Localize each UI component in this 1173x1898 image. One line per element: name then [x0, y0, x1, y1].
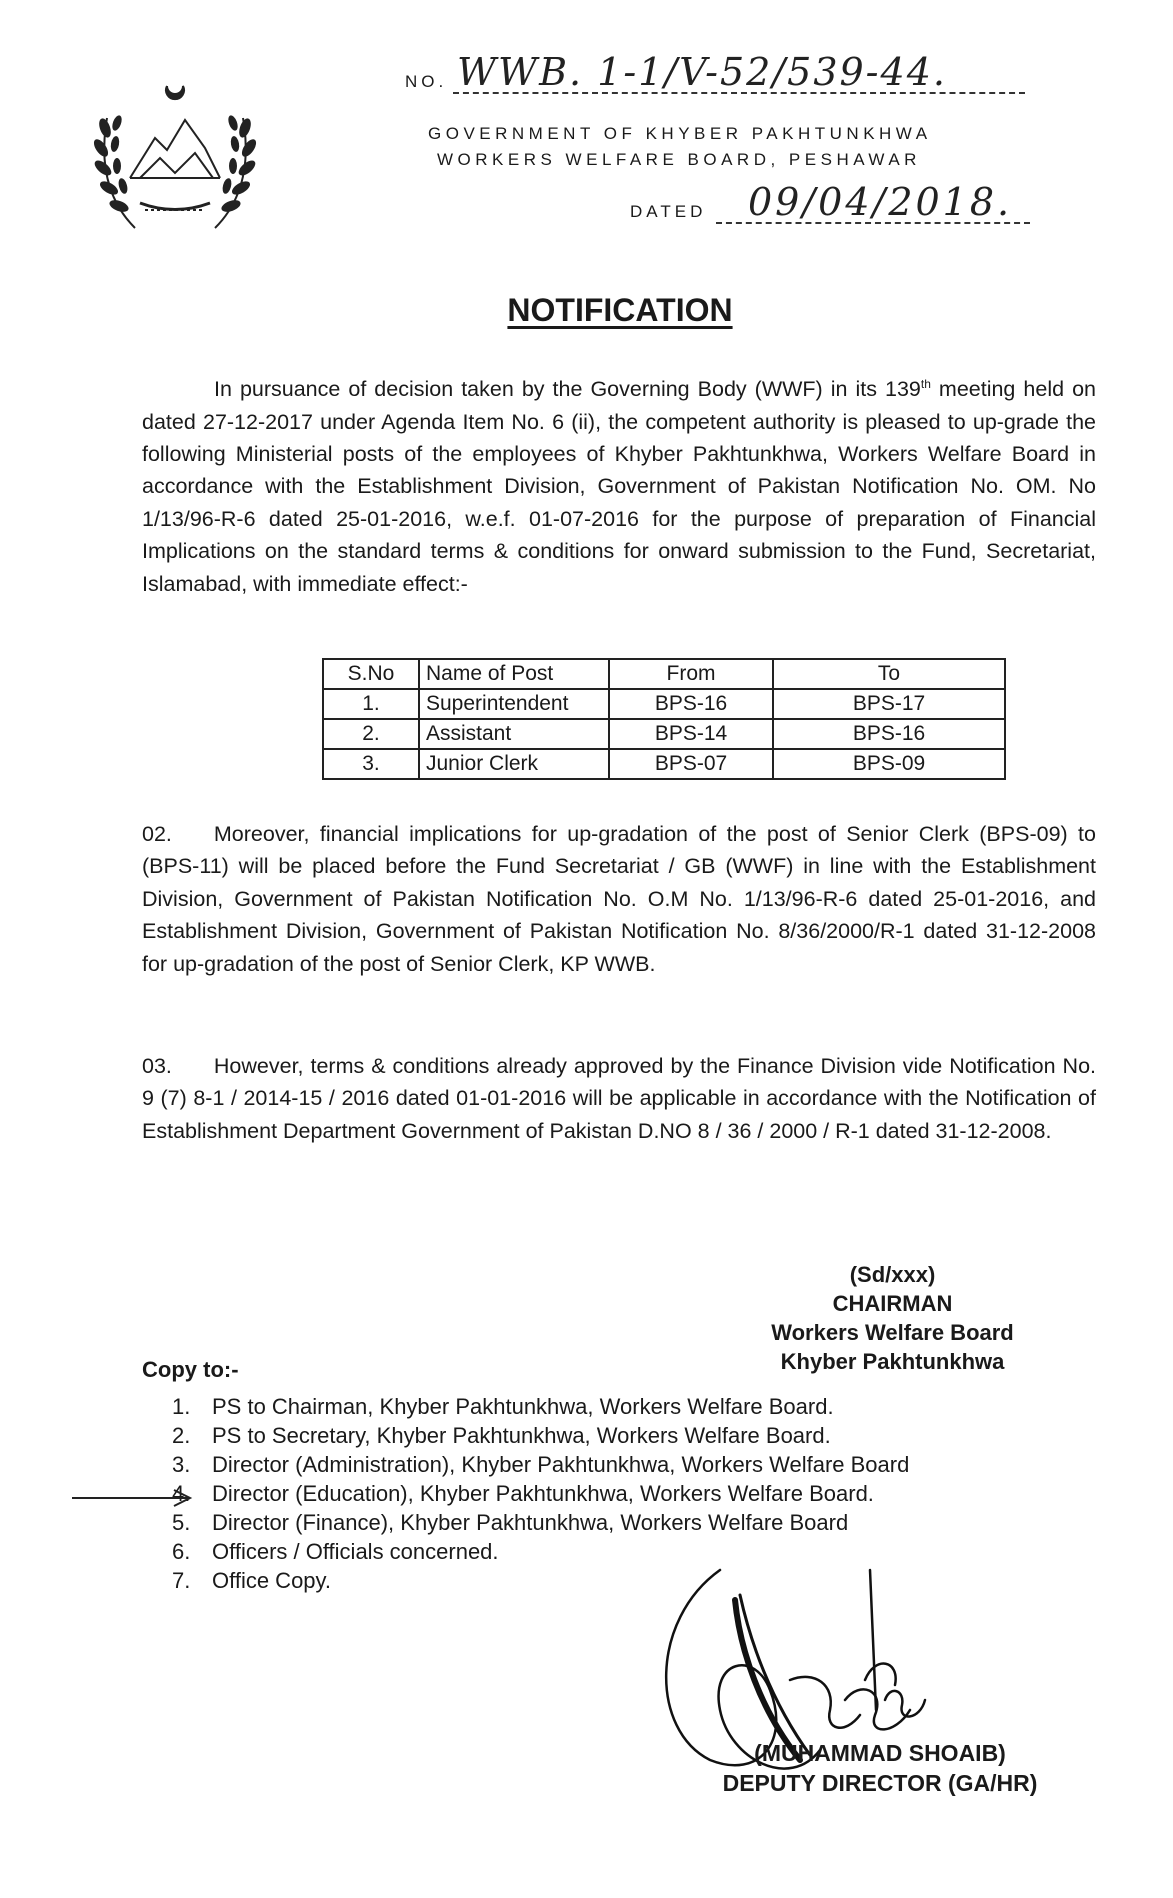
paragraph-1-text-a: In pursuance of decision taken by the Governing Body (WWF) in its 139 — [214, 377, 921, 402]
list-item-number: 6. — [172, 1539, 191, 1564]
board-line-2: Khyber Pakhtunkhwa — [780, 1349, 1005, 1374]
table-header-cell: Name of Post — [419, 659, 609, 689]
list-item-number: 1. — [172, 1394, 191, 1419]
paragraph-2-text: Moreover, financial implications for up-gradation of the post of Senior Clerk (BPS-09) to (BPS-11) will be placed before the Fund Secretariat / GB (WWF) in line with the Establishment Division, Government of Pakistan Notification No. O.M No. 1/13/96-R-6 dated 25-01-2016, and Establishment Division, Government of Pakistan Notification No. 8/36/2000/R-1 dated 31-12-2008 for up-gradation of the post of Senior Clerk, KP WWB. — [142, 822, 1096, 976]
signatory-name: (MUHAMMAD SHOAIB) — [754, 1740, 1006, 1766]
document-title-text: NOTIFICATION — [507, 292, 733, 328]
table-row — [323, 749, 1005, 779]
table-cell: 2. — [323, 719, 419, 749]
document-title — [0, 292, 1173, 329]
list-item-text: Office Copy. — [212, 1568, 332, 1593]
table-cell: BPS-14 — [609, 719, 773, 749]
table-cell: Superintendent — [419, 689, 609, 719]
list-item-number: 5. — [172, 1510, 191, 1535]
table-cell: 1. — [323, 689, 419, 719]
date-label: DATED — [630, 202, 707, 221]
table-row — [323, 689, 1005, 719]
table-cell: Junior Clerk — [419, 749, 609, 779]
paragraph-3 — [142, 1050, 1096, 1147]
table-cell: BPS-17 — [773, 689, 1005, 719]
government-emblem-icon — [85, 78, 265, 238]
table-header-row — [323, 659, 1005, 689]
list-item — [172, 1421, 909, 1450]
paragraph-2-number: 02. — [142, 822, 172, 846]
table-cell: BPS-16 — [773, 719, 1005, 749]
table-row — [323, 719, 1005, 749]
chairman-signature-block — [730, 1260, 1055, 1376]
chairman-title: CHAIRMAN — [832, 1291, 953, 1316]
signatory-designation: DEPUTY DIRECTOR (GA/HR) — [722, 1770, 1038, 1796]
paragraph-1-superscript: th — [920, 377, 931, 391]
list-item-number: 4. — [172, 1481, 191, 1506]
list-item-text: Director (Administration), Khyber Pakhtunkhwa, Workers Welfare Board — [212, 1452, 910, 1477]
signed-marker: (Sd/xxx) — [849, 1262, 936, 1287]
copy-to-heading: Copy to:- — [142, 1357, 239, 1382]
paragraph-2 — [142, 818, 1096, 980]
list-item-text: PS to Secretary, Khyber Pakhtunkhwa, Workers Welfare Board. — [212, 1423, 831, 1448]
list-item — [172, 1479, 909, 1508]
list-item-number: 3. — [172, 1452, 191, 1477]
paragraph-3-number: 03. — [142, 1054, 172, 1078]
hand-drawn-arrow-icon — [70, 1488, 200, 1508]
table-header-cell: To — [773, 659, 1005, 689]
paragraph-3-text: However, terms & conditions already approved by the Finance Division vide Notification No. 9 (7) 8-1 / 2014-15 / 2016 dated 01-01-2016 will be applicable in accordance with the Notification of Establishment Department Government of Pakistan D.NO 8 / 36 / 2000 / R-1 dated 31-12-2008. — [142, 1054, 1096, 1143]
reference-number-label: NO. — [405, 72, 448, 91]
table-header-cell: S.No — [323, 659, 419, 689]
list-item — [172, 1450, 909, 1479]
signatory-block — [700, 1738, 1060, 1798]
list-item-text: Director (Education), Khyber Pakhtunkhwa, Workers Welfare Board. — [212, 1481, 874, 1506]
reference-number-value: WWB. 1-1/V-52/539-44. — [457, 50, 947, 94]
posts-table — [322, 658, 1006, 780]
list-item — [172, 1392, 909, 1421]
table-header-cell: From — [609, 659, 773, 689]
list-item — [172, 1508, 909, 1537]
table-cell: BPS-07 — [609, 749, 773, 779]
reference-number — [405, 50, 1025, 100]
table-cell: BPS-16 — [609, 689, 773, 719]
list-item-number: 7. — [172, 1568, 191, 1593]
paragraph-1 — [142, 368, 1096, 600]
board-line-1: Workers Welfare Board — [771, 1320, 1014, 1345]
paragraph-1-text-b: meeting held on dated 27-12-2017 under Agenda Item No. 6 (ii), the competent authority is pleased to up-grade the following Ministerial posts of the employees of Khyber Pakhtunkhwa, Workers Welfare Board in accordance with the Establishment Division, Government of Pakistan Notification No. OM. No 1/13/96-R-6 dated 25-01-2016, w.e.f. 01-07-2016 for the purpose of preparation of Financial Implications on the standard terms & conditions for onward submission to the Fund, Secretariat, Islamabad, with immediate effect:- — [142, 377, 1096, 596]
government-name: GOVERNMENT OF KHYBER PAKHTUNKHWA — [428, 124, 932, 143]
board-name: WORKERS WELFARE BOARD, PESHAWAR — [437, 150, 921, 169]
table-cell: BPS-09 — [773, 749, 1005, 779]
table-cell: Assistant — [419, 719, 609, 749]
date-value: 09/04/2018. — [748, 180, 1013, 224]
list-item-text: Officers / Officials concerned. — [212, 1539, 499, 1564]
date-row — [630, 180, 1030, 230]
list-item-text: PS to Chairman, Khyber Pakhtunkhwa, Workers Welfare Board. — [212, 1394, 834, 1419]
table-cell: 3. — [323, 749, 419, 779]
list-item-number: 2. — [172, 1423, 191, 1448]
list-item-text: Director (Finance), Khyber Pakhtunkhwa, Workers Welfare Board — [212, 1510, 849, 1535]
